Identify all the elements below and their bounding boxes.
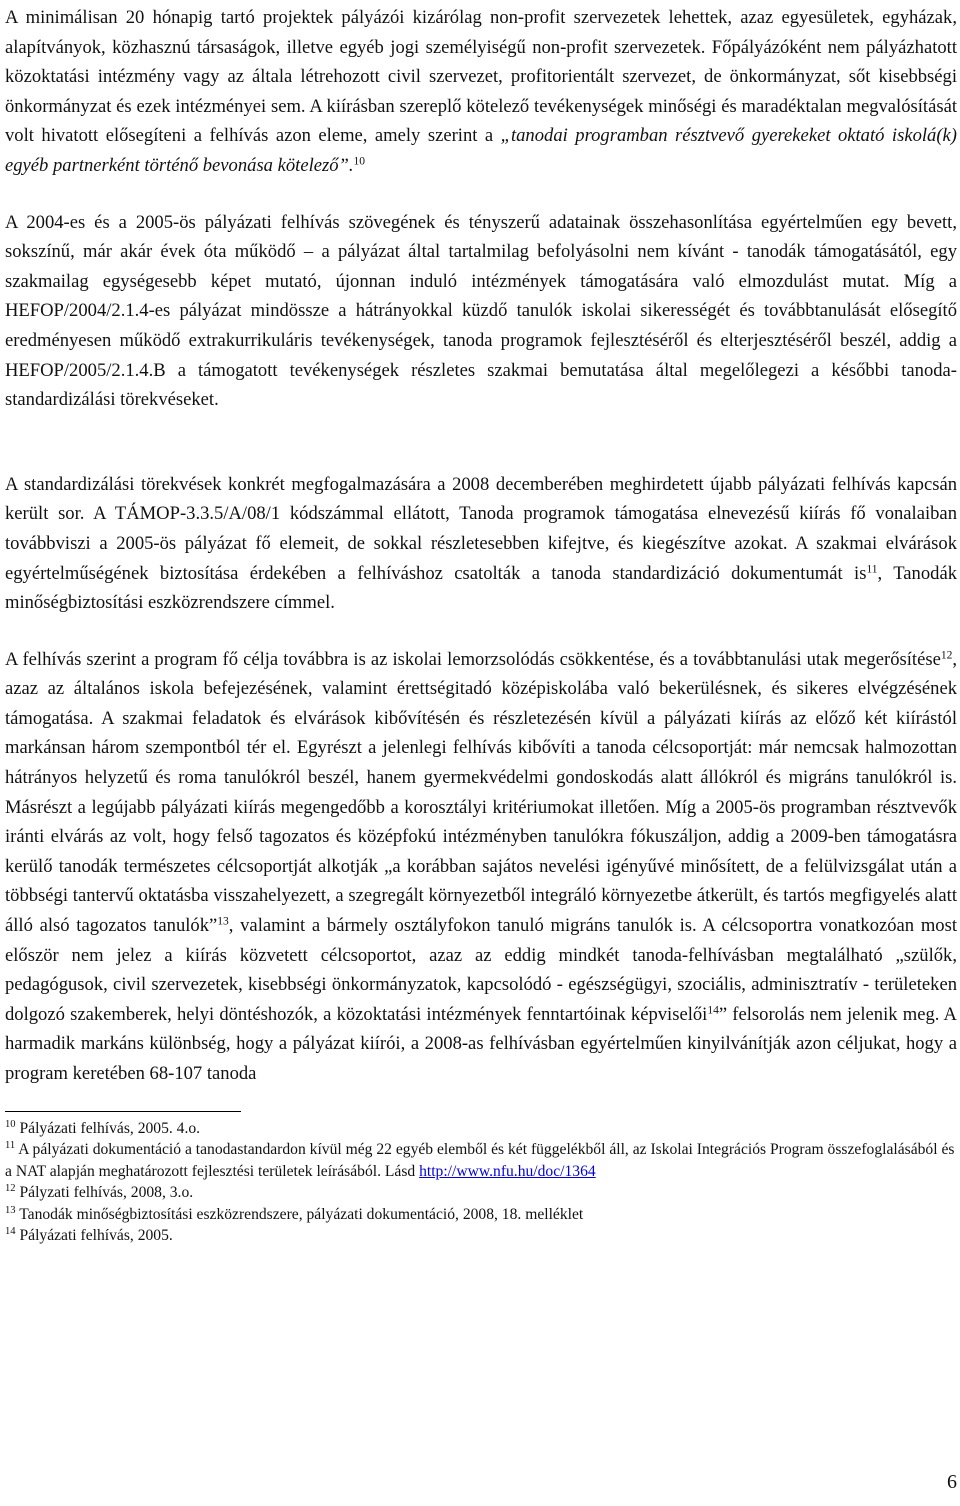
footnote-number: 11 (5, 1140, 16, 1152)
footnote-divider (5, 1111, 241, 1112)
footnote-text: A pályázati dokumentáció a tanodastandardon kívül még 22 egyéb elemből és két függelékből áll, az Iskolai Integrációs Program összefoglalásából és a NAT alapján meghatározott fejlesztési területek leírásából. Lásd (5, 1141, 955, 1180)
paragraph-text: , valamint a bármely osztályfokon tanuló migráns tanulók is. A célcsoportra vonatkozóan most először nem jelez a kiírás közvetett célcsoportot, azaz az eddig mindkét tanoda-felhívásban megtalálható „szülők, pedagógusok, civil szervezetek, kisebbségi önkormányzatok, kapcsolódó - egészségügyi, szociális, adminisztratív - területeken dolgozó szakemberek, helyi döntéshozók, a közoktatási intézmények fenntartóinak képviselői (5, 915, 957, 1025)
paragraph-text: A 2004-es és a 2005-ös pályázati felhívás szövegének és tényszerű adatainak összehasonlítása egyértelműen egy bevett, sokszínű, már akár évek óta működő – a pályázat által tartalmilag befolyásolni nem kívánt - tanodák támogatásától, egy szakmailag egységesebb képet mutató, újonnan induló intézmények támogatására való elmozdulást mutat. Míg a HEFOP/2004/2.1.4-es pályázat mindössze a hátrányokkal küzdő tanulók iskolai sikerességét és továbbtanulását elősegítő eredményesen működő extrakurrikuláris tevékenységek, tanoda programok fejlesztéséről és elterjesztéséről beszél, addig a HEFOP/2005/2.1.4.B a támogatott tevékenységek részletes szakmai bemutatása által megelőlegezi a későbbi tanoda-standardizálási törekvéseket. (5, 211, 957, 411)
footnote-text: Pályázati felhívás, 2005. 4.o. (15, 1119, 201, 1137)
paragraph-text: A felhívás szerint a program fő célja továbbra is az iskolai lemorzsolódás csökkentése, és a továbbtanulási utak megerősítése (5, 648, 941, 670)
footnote-ref-11[interactable]: 11 (866, 563, 878, 576)
paragraph-text: ” felsorolás nem jelenik meg. A harmadik markáns különbség, hogy a pályázat kiírói, a 2008-as felhívásban egyértelműen kinyilvánítják azon céljukat, hogy a program keretében 68-107 tanoda (5, 1003, 957, 1084)
footnote-ref-14[interactable]: 14 (707, 1004, 719, 1017)
footnote-text: Pályzati felhívás, 2008, 3.o. (15, 1184, 194, 1202)
footnote-11 (5, 1139, 957, 1182)
paragraph-text: A standardizálási törekvések konkrét megfogalmazására a 2008 decemberében meghirdetett újabb pályázati felhívás kapcsán került sor. A TÁMOP-3.3.5/A/08/1 kódszámmal ellátott, Tanoda programok támogatása elnevezésű kiírás fő vonalaiban továbbviszi a 2005-ös pályázat fő elemeit, de sokkal részletesebben kifejtve, és kiegészítve azokat. A szakmai elvárások egyértelműségének biztosítása érdekében a felhíváshoz csatolták a tanoda standardizáció dokumentumát is (5, 473, 957, 584)
footnote-number: 13 (5, 1204, 16, 1216)
paragraph-comparison (5, 208, 957, 415)
footnotes (5, 1118, 957, 1247)
paragraph-standardization (5, 470, 957, 618)
footnote-number: 12 (5, 1183, 16, 1195)
paragraph-applicants (5, 3, 957, 181)
footnote-text: Pályázati felhívás, 2005. (15, 1227, 173, 1245)
footnote-14 (5, 1225, 957, 1247)
footnote-text: Tanodák minőségbiztosítási eszközrendszere, pályázati dokumentáció, 2008, 18. melléklet (15, 1205, 584, 1223)
footnote-number: 10 (5, 1118, 16, 1130)
paragraph-text: , Tanodák minőségbiztosítási eszközrendszere címmel. (5, 562, 957, 614)
footnote-10 (5, 1118, 957, 1140)
footnote-number: 14 (5, 1226, 16, 1238)
quoted-requirement: „tanodai programban résztvevő gyerekeket oktató iskolá(k) egyéb partnerként történő bevonása kötelező”. (5, 125, 957, 176)
footnote-ref-13[interactable]: 13 (217, 915, 229, 928)
footnote-ref-12[interactable]: 12 (940, 649, 953, 662)
page-number: 6 (947, 1471, 957, 1493)
paragraph-text: , azaz az általános iskola befejezésének, valamint érettségitadó középiskolába való bekerülésnek, és sikeres elvégzésének támogatása. A szakmai feladatok és elvárások kibővítésén és részletezésén kívül a pályázati kiírás az előző két kiírástól markánsan három szempontból tér el. Egyrészt a jelenlegi felhívás kibővíti a tanoda célcsoportját: már nemcsak halmozottan hátrányos helyzetű és roma tanulókról beszél, hanem gyermekvédelmi gondoskodás alatt állókról és migráns tanulókról is. Másrészt a legújabb pályázati kiírás megengedőbb a korosztályi kritériumokat illetően. Míg a 2005-ös programban résztvevők iránti elvárás az volt, hogy felső tagozatos és középfokú intézményben tanulókra fókuszáljon, addig a 2009-ben támogatásra kerülő tanodák természetes célcsoportját alkotják „a korábban sajátos nevelési igényűvé minősített, de a felülvizsgálat után a többségi tantervű oktatásba visszahelyezett, a szegregált környezetből integráló környezetbe átkerült, és tartós megfigyelés alatt álló alsó tagozatos tanulók” (5, 648, 957, 937)
footnote-ref-10[interactable]: 10 (353, 155, 366, 168)
paragraph-text: A minimálisan 20 hónapig tartó projektek pályázói kizárólag non-profit szervezetek lehettek, azaz egyesületek, egyházak, alapítványok, közhasznú társaságok, illetve egyéb jogi személyiségű non-profit szervezetek. Főpályázóként nem pályázhatott közoktatási intézmény vagy az általa létrehozott civil szervezet, profitorientált szervezet, de önkormányzat, sőt kisebbségi önkormányzat és ezek intézményei sem. A kiírásban szereplő kötelező tevékenységek minőségi és maradéktalan megvalósítását volt hivatott elősegíteni a felhívás azon eleme, amely szerint a (5, 7, 957, 147)
nfu-doc-link[interactable]: http://www.nfu.hu/doc/1364 (419, 1162, 596, 1180)
paragraph-program-goals (5, 645, 957, 1089)
footnote-12 (5, 1182, 957, 1204)
footnote-13 (5, 1204, 957, 1226)
document-page (5, 3, 957, 1247)
